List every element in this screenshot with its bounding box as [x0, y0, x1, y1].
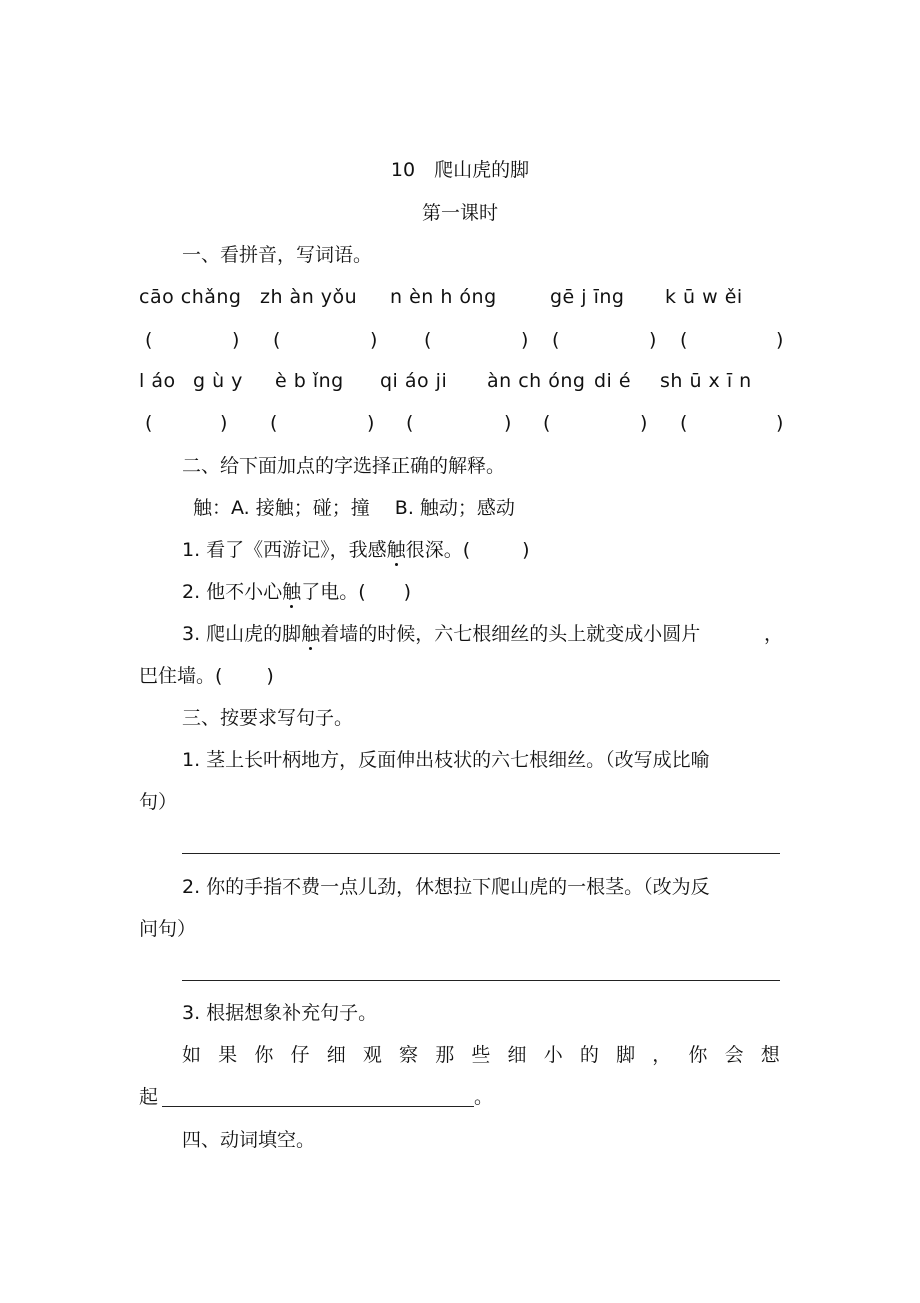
- dotted-char: 触: [386, 539, 406, 561]
- sentence-char: 小: [543, 1044, 563, 1066]
- pinyin-item: zh àn yǒu: [260, 286, 358, 308]
- section2-heading: 二、给下面加点的字选择正确的解释。: [182, 455, 506, 477]
- answer-paren-close: ): [521, 329, 529, 351]
- pinyin-item: di é: [594, 370, 632, 392]
- answer-paren-close: ): [776, 412, 784, 434]
- question-3-3: 3. 根据想象补充句子。: [182, 1002, 378, 1024]
- question-2-1: [182, 537, 530, 563]
- sentence-char: 的: [579, 1044, 599, 1066]
- pinyin-item: g ù y: [193, 370, 243, 392]
- pinyin-item: è b ǐng: [275, 370, 344, 392]
- answer-paren-close: ): [367, 412, 375, 434]
- question-comma: ，: [764, 623, 784, 645]
- sentence-char: 些: [471, 1044, 491, 1066]
- answer-paren-close: ): [403, 581, 412, 603]
- pinyin-item: sh ū x ī n: [660, 370, 752, 392]
- question-2-3: [182, 621, 700, 647]
- sentence-char: 观: [362, 1044, 382, 1066]
- answer-paren-open: (: [270, 412, 278, 434]
- answer-paren-close: ): [522, 539, 530, 561]
- sentence-end: 。: [474, 1086, 494, 1108]
- sentence-char: 会: [724, 1044, 744, 1066]
- question-3-2: 2. 你的手指不费一点儿劲，休想拉下爬山虎的一根茎。（改为反: [182, 876, 710, 898]
- question-text: 了电。(: [301, 581, 366, 603]
- question-text: 3. 爬山虎的脚: [182, 623, 302, 645]
- answer-paren-close: ): [370, 329, 378, 351]
- pinyin-item: gē j īng: [550, 286, 625, 308]
- answer-paren-close: ): [232, 329, 240, 351]
- answer-line[interactable]: [182, 853, 780, 854]
- question-2-2: [182, 579, 411, 605]
- question-3-2-cont: 问句）: [139, 918, 197, 940]
- question-text: 着墙的时候，六七根细丝的头上就变成小圆片: [320, 623, 701, 645]
- answer-paren-close: ): [649, 329, 657, 351]
- answer-paren-open: (: [552, 329, 560, 351]
- answer-paren-open: (: [145, 412, 153, 434]
- question-3-1-cont: 句）: [139, 791, 178, 813]
- pinyin-item: n èn h óng: [390, 286, 497, 308]
- sentence-char: 想: [760, 1044, 780, 1066]
- question-text: 1. 看了《西游记》，我感: [182, 539, 387, 561]
- sentence-char: 察: [399, 1044, 419, 1066]
- answer-paren-open: (: [273, 329, 281, 351]
- answer-paren-open: (: [680, 329, 688, 351]
- sentence-char: 脚: [616, 1044, 636, 1066]
- sentence-char: 仔: [290, 1044, 310, 1066]
- pinyin-item: qi áo ji: [380, 370, 448, 392]
- question-text: 很深。(: [405, 539, 471, 561]
- answer-line[interactable]: [182, 980, 780, 981]
- definition-options: 触：A. 接触；碰；撞 B. 触动；感动: [193, 497, 515, 519]
- sentence-char: 你: [688, 1044, 708, 1066]
- pinyin-item: àn ch óng: [487, 370, 586, 392]
- answer-paren-close: ): [504, 412, 512, 434]
- sentence-start: 起: [139, 1086, 159, 1108]
- sentence-char: 果: [218, 1044, 238, 1066]
- answer-paren-close: ): [220, 412, 228, 434]
- answer-paren-open: (: [543, 412, 551, 434]
- section3-heading: 三、按要求写句子。: [182, 707, 354, 729]
- pinyin-item: cāo chǎng: [139, 286, 242, 308]
- sentence-char: 你: [254, 1044, 274, 1066]
- answer-paren-close: ): [266, 665, 274, 687]
- question-text: 巴住墙。(: [139, 665, 223, 687]
- answer-paren-open: (: [424, 329, 432, 351]
- answer-paren-open: (: [145, 329, 153, 351]
- sentence-char: 如: [182, 1044, 202, 1066]
- section1-heading: 一、看拼音，写词语。: [182, 244, 373, 266]
- lesson-title: 10 爬山虎的脚: [390, 159, 530, 181]
- dotted-char: 触: [301, 623, 321, 645]
- lesson-subtitle: 第一课时: [421, 202, 498, 224]
- fill-in-blank[interactable]: [162, 1106, 474, 1107]
- answer-paren-open: (: [680, 412, 688, 434]
- answer-paren-open: (: [406, 412, 414, 434]
- sentence-char: 细: [507, 1044, 527, 1066]
- sentence-char: 那: [435, 1044, 455, 1066]
- pinyin-item: k ū w ěi: [665, 286, 743, 308]
- sentence-char: 细: [326, 1044, 346, 1066]
- sentence-char: ，: [652, 1044, 672, 1066]
- question-text: 2. 他不小心: [182, 581, 283, 603]
- answer-paren-close: ): [776, 329, 784, 351]
- question-3-3-sentence: [182, 1042, 780, 1068]
- section4-heading: 四、动词填空。: [182, 1129, 316, 1151]
- pinyin-item: l áo: [139, 370, 176, 392]
- question-2-3-cont: [139, 663, 274, 689]
- answer-paren-close: ): [640, 412, 648, 434]
- question-3-1: 1. 茎上长叶柄地方，反面伸出枝状的六七根细丝。（改写成比喻: [182, 749, 710, 771]
- dotted-char: 触: [282, 581, 302, 603]
